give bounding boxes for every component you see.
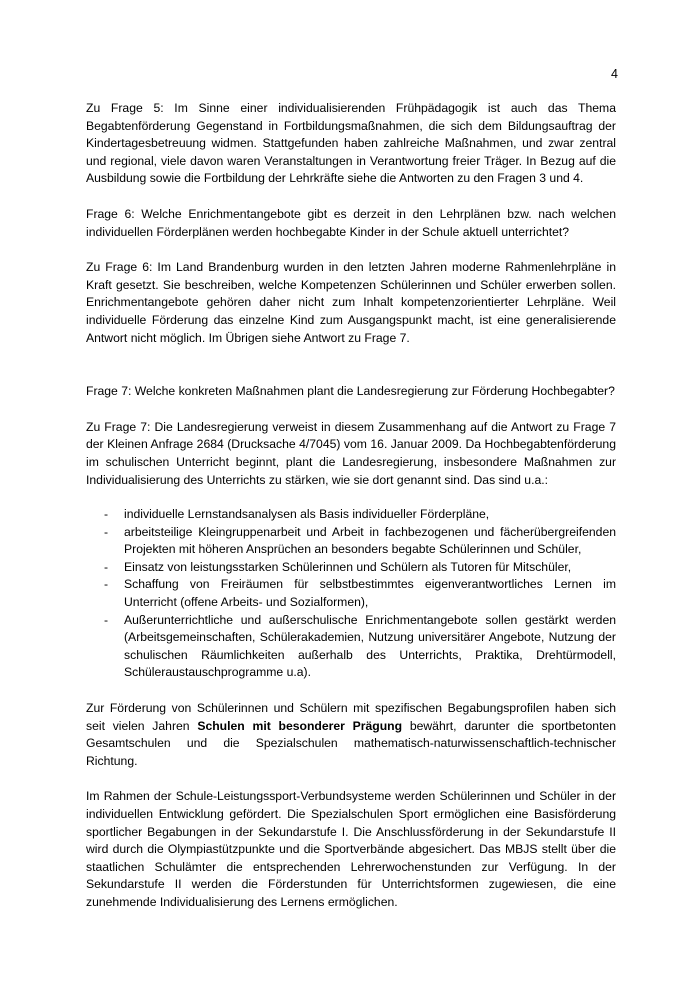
list-dash: - xyxy=(104,577,109,592)
question-6: Frage 6: Welche Enrichmentangebote gibt es derzeit in den Lehrplänen bzw. nach welchen individuellen Förderplänen werden hochbegabte Kinder in der Schule aktuell unterrichtet? xyxy=(86,206,616,239)
question-7: Frage 7: Welche konkreten Maßnahmen plant die Landesregierung zur Förderung Hochbegabter? xyxy=(86,384,615,399)
list-item-text: Außerunterrichtliche und außerschulische Enrichmentangebote sollen gestärkt werden (Arbeitsgemeinschaften, Schülerakademien, Nutzung universitärer Angebote, Nutzung der schulischen Räumlichkeiten außerhalb des Unterrichts, Praktika, Drehtürmodell, Schüleraustauschprogramme u.a). xyxy=(124,612,616,680)
list-item-text: individuelle Lernstandsanalysen als Basis individueller Förderpläne, xyxy=(124,507,490,522)
answer-question-7: Zu Frage 7: Die Landesregierung verweist in diesem Zusammenhang auf die Antwort zu Frage 7 der Kleinen Anfrage 2684 (Drucksache 4/7045) vom 16. Januar 2009. Da Hochbegabtenförderung im schulischen Unterricht beginnt, plant die Landesregierung, insbesondere Maßnahmen zur Individualisierung des Unterrichts zu stärken, wie sie dort genannt sind. Das sind u.a.: xyxy=(86,419,616,487)
page-number: 4 xyxy=(611,67,618,81)
list-item xyxy=(86,559,616,577)
list-dash: - xyxy=(104,612,109,627)
sports-schools-paragraph: Im Rahmen der Schule-Leistungssport-Verbundsysteme werden Schülerinnen und Schüler in der individuellen Entwicklung gefördert. Die Spezialschulen Sport ermöglichen eine Basisförderung sportlicher Begabungen in der Sekundarstufe I. Die Anschlussförderung in der Sekundarstufe II wird durch die Olympiastützpunkte und die Sportverbände abgesichert. Das MBJS stellt über die staatlichen Schulämter die entsprechenden Lehrerwochenstunden zur Verfügung. In der Sekundarstufe II werden die Förderstunden für Unterrichtsformen zugewiesen, die eine zunehmende Individualisierung des Lernens ermöglichen. xyxy=(86,789,616,909)
list-dash: - xyxy=(104,524,109,539)
special-schools-bold: Schulen mit besonderer Prägung xyxy=(197,718,403,733)
list-item xyxy=(86,612,616,682)
list-dash: - xyxy=(104,507,109,522)
list-item-text: Schaffung von Freiräumen für selbstbestimmtes eigenverantwortliches Lernen im Unterricht (offene Arbeits- und Sozialformen), xyxy=(124,577,616,610)
special-schools-text-start: Zur Förderung von Schülerinnen und Schülern mit spezifischen Begabungsprofilen haben sich seit vielen Jahren xyxy=(86,701,616,733)
answer-question-6: Zu Frage 6: Im Land Brandenburg wurden in den letzten Jahren moderne Rahmenlehrpläne in Kraft gesetzt. Sie beschreiben, welche Kompetenzen Schülerinnen und Schüler erwerben sollen. Enrichmentangebote gehören daher nicht zum Inhalt kompetenzorientierter Lehrpläne. Weil individuelle Förderung das einzelne Kind zum Ausgangspunkt macht, ist eine generalisierende Antwort nicht möglich. Im Übrigen siehe Antwort zu Frage 7. xyxy=(86,260,616,345)
list-item-text: arbeitsteilige Kleingruppenarbeit und Arbeit in fachbezogenen und fächerübergreifenden Projekten mit höheren Ansprüchen an besonders begabte Schülerinnen und Schüler, xyxy=(124,524,616,557)
list-item xyxy=(86,524,616,559)
list-dash: - xyxy=(104,559,109,574)
list-item xyxy=(86,576,616,611)
measures-list xyxy=(86,506,616,682)
document-body xyxy=(86,100,616,912)
special-schools-text-end: bewährt, darunter die sportbetonten Gesamtschulen und die Spezialschulen mathematisch-naturwissenschaftlich-technischer Richtung. xyxy=(86,718,617,768)
list-item-text: Einsatz von leistungsstarken Schülerinnen und Schülern als Tutoren für Mitschüler, xyxy=(124,559,572,574)
answer-question-5: Zu Frage 5: Im Sinne einer individualisierenden Frühpädagogik ist auch das Thema Begabtenförderung Gegenstand in Fortbildungsmaßnahmen, die sich dem Bildungsauftrag der Kindertagesbetreuung widmen. Stattgefunden haben zahlreiche Maßnahmen, und zwar zentral und regional, viele davon waren Veranstaltungen in Verantwortung freier Träger. In Bezug auf die Ausbildung sowie die Fortbildung der Lehrkräfte siehe die Antworten zu den Fragen 3 und 4. xyxy=(86,101,616,186)
special-schools-paragraph xyxy=(86,700,616,770)
list-item xyxy=(86,506,616,524)
